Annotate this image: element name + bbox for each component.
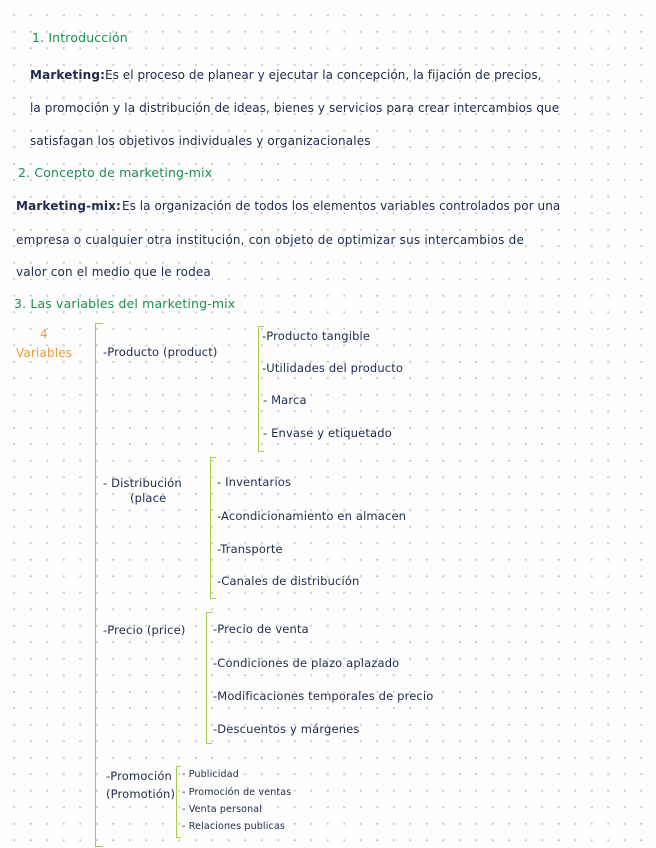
- bracket-precio: [206, 612, 212, 744]
- variable-precio: -Precio (price): [103, 623, 186, 637]
- variables-label-note: Variables: [16, 346, 73, 360]
- promocion-item: - Promoción de ventas: [182, 787, 292, 798]
- producto-item: - Envase y etiquetado: [263, 426, 392, 440]
- definition-line-3: satisfagan los objetivos individuales y organizacionales: [30, 134, 371, 148]
- definition-mix-line-1: Es la organización de todos los elementos variables controlados por una: [122, 199, 561, 213]
- promocion-item: - Venta personal: [182, 804, 263, 815]
- producto-item: -Utilidades del producto: [262, 361, 404, 375]
- precio-item: -Precio de venta: [213, 622, 309, 636]
- bracket-promocion: [176, 766, 181, 838]
- definition-mix-line-3: valor con el medio que le rodea: [16, 265, 211, 279]
- precio-item: -Modificaciones temporales de precio: [213, 689, 434, 703]
- distribucion-item: -Acondicionamiento en almacen: [217, 509, 407, 523]
- precio-item: -Descuentos y márgenes: [213, 722, 360, 736]
- variable-promocion-sub: (Promotión): [106, 787, 176, 801]
- precio-item: -Condiciones de plazo aplazado: [213, 656, 400, 670]
- variable-distribucion-sub: (place: [130, 491, 167, 505]
- definition-mix-line-2: empresa o cualquier otra institución, con objeto de optimizar sus intercambios de: [16, 233, 525, 247]
- promocion-item: - Relaciones publicas: [182, 821, 285, 832]
- section-heading-concepto: 2. Concepto de marketing-mix: [18, 165, 213, 180]
- promocion-item: - Publicidad: [182, 769, 239, 780]
- variable-distribucion: - Distribución: [103, 476, 182, 490]
- producto-item: -Producto tangible: [262, 329, 371, 343]
- definition-term-marketing-mix: Marketing-mix:: [16, 199, 121, 213]
- definition-line-1: Es el proceso de planear y ejecutar la concepción, la fijación de precios,: [105, 68, 542, 82]
- bracket-distribucion: [210, 457, 216, 599]
- section-heading-variables: 3. Las variables del marketing-mix: [14, 296, 236, 311]
- definition-line-2: la promoción y la distribución de ideas, bienes y servicios para crear intercambios que: [30, 101, 560, 115]
- distribucion-item: -Transporte: [217, 542, 283, 556]
- producto-item: - Marca: [263, 393, 307, 407]
- section-heading-introduccion: 1. Introducción: [32, 30, 128, 45]
- variable-promocion: -Promoción: [106, 769, 172, 783]
- distribucion-item: - Inventarios: [217, 475, 292, 489]
- main-bracket: [95, 323, 103, 847]
- definition-term-marketing: Marketing:: [30, 68, 106, 82]
- distribucion-item: -Canales de distribución: [217, 574, 360, 588]
- variables-count-note: 4: [40, 327, 48, 341]
- variable-producto: -Producto (product): [103, 345, 218, 359]
